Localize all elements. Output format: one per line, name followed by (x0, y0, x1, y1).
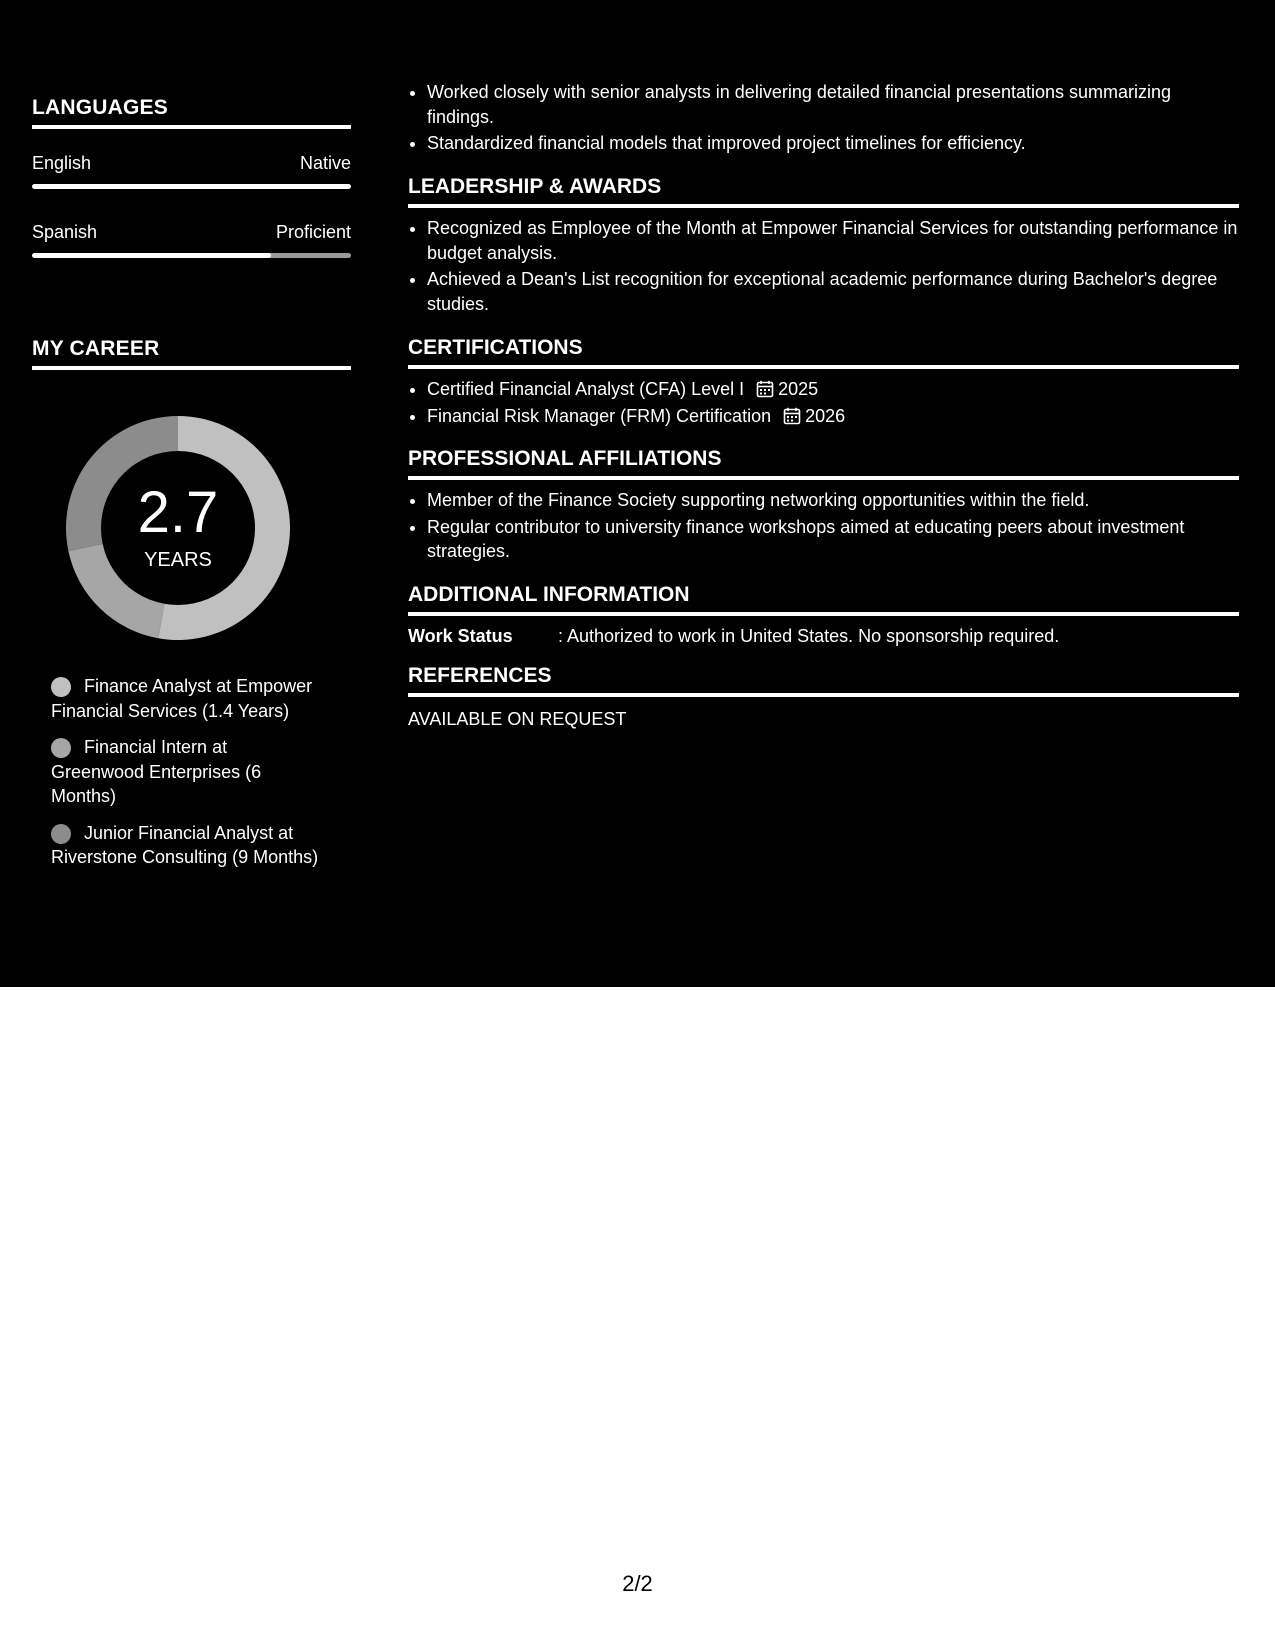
language-proficiency-bar-english (32, 184, 351, 189)
references-text: AVAILABLE ON REQUEST (408, 709, 627, 729)
language-name: Spanish (32, 222, 98, 242)
career-role-text: Finance Analyst at Empower Financial Services (1.4 Years) (51, 676, 313, 721)
languages-heading: LANGUAGES (32, 95, 351, 129)
certification-item (427, 404, 1239, 429)
career-legend-item (51, 674, 321, 723)
affiliations-heading: PROFESSIONAL AFFILIATIONS (408, 446, 1239, 480)
career-total-value: 2.7 (137, 480, 219, 545)
career-legend-item (51, 735, 321, 809)
leadership-bullet: • Recognized as Employee of the Month at Empower Financial Services for outstanding performance in budget analysis. (427, 216, 1239, 265)
certification-year: 2025 (778, 379, 819, 399)
language-level: Proficient (275, 222, 351, 242)
references-heading: REFERENCES (408, 663, 1239, 697)
career-total-unit: YEARS (144, 549, 212, 571)
certification-name: Financial Risk Manager (FRM) Certification (427, 405, 772, 426)
career-legend-item (51, 821, 321, 870)
calendar-icon (756, 380, 774, 398)
proficiency-fill (32, 184, 351, 189)
certifications-heading: CERTIFICATIONS (408, 335, 1239, 369)
legend-dot (51, 738, 71, 758)
work-status-value: : Authorized to work in United States. No sponsorship required. (558, 626, 1060, 646)
certification-item (427, 377, 1239, 402)
certification-name: Certified Financial Analyst (CFA) Level I (427, 379, 745, 399)
career-role-text: Financial Intern at Greenwood Enterprises (6 Months) (51, 737, 262, 806)
certifications-section (408, 335, 1239, 430)
career-role-text: Junior Financial Analyst at Riverstone Consulting (9 Months) (51, 822, 319, 867)
certification-year: 2026 (805, 405, 846, 426)
legend-dot (51, 824, 71, 844)
work-status-label: Work Status (408, 626, 513, 646)
proficiency-fill (32, 253, 271, 258)
career-legend (51, 674, 321, 882)
calendar-icon (783, 407, 801, 425)
language-name: English (32, 153, 92, 173)
additional-info-section (408, 582, 1239, 648)
experience-continued (408, 80, 1239, 158)
language-proficiency-bar-spanish (32, 253, 351, 258)
affiliation-bullet: • Regular contributor to university finance workshops aimed at educating peers about investment strategies. (427, 515, 1239, 564)
work-status-row (408, 624, 1239, 648)
leadership-bullet: • Achieved a Dean's List recognition for exceptional academic performance during Bachelor's degree studies. (427, 267, 1239, 316)
leadership-heading: LEADERSHIP & AWARDS (408, 174, 1239, 208)
affiliations-section (408, 446, 1239, 566)
experience-bullet: • Worked closely with senior analysts in delivering detailed financial presentations summarizing findings. (427, 80, 1239, 129)
references-section (408, 663, 1239, 731)
career-heading: MY CAREER (32, 336, 351, 370)
leadership-section (408, 174, 1239, 318)
affiliation-bullet: • Member of the Finance Society supporting networking opportunities within the field. (427, 488, 1239, 513)
experience-bullet: • Standardized financial models that improved project timelines for efficiency. (427, 131, 1239, 156)
additional-info-heading: ADDITIONAL INFORMATION (408, 582, 1239, 616)
page-number: 2/2 (622, 1571, 653, 1596)
language-level: Native (299, 153, 351, 173)
legend-dot (51, 677, 71, 697)
